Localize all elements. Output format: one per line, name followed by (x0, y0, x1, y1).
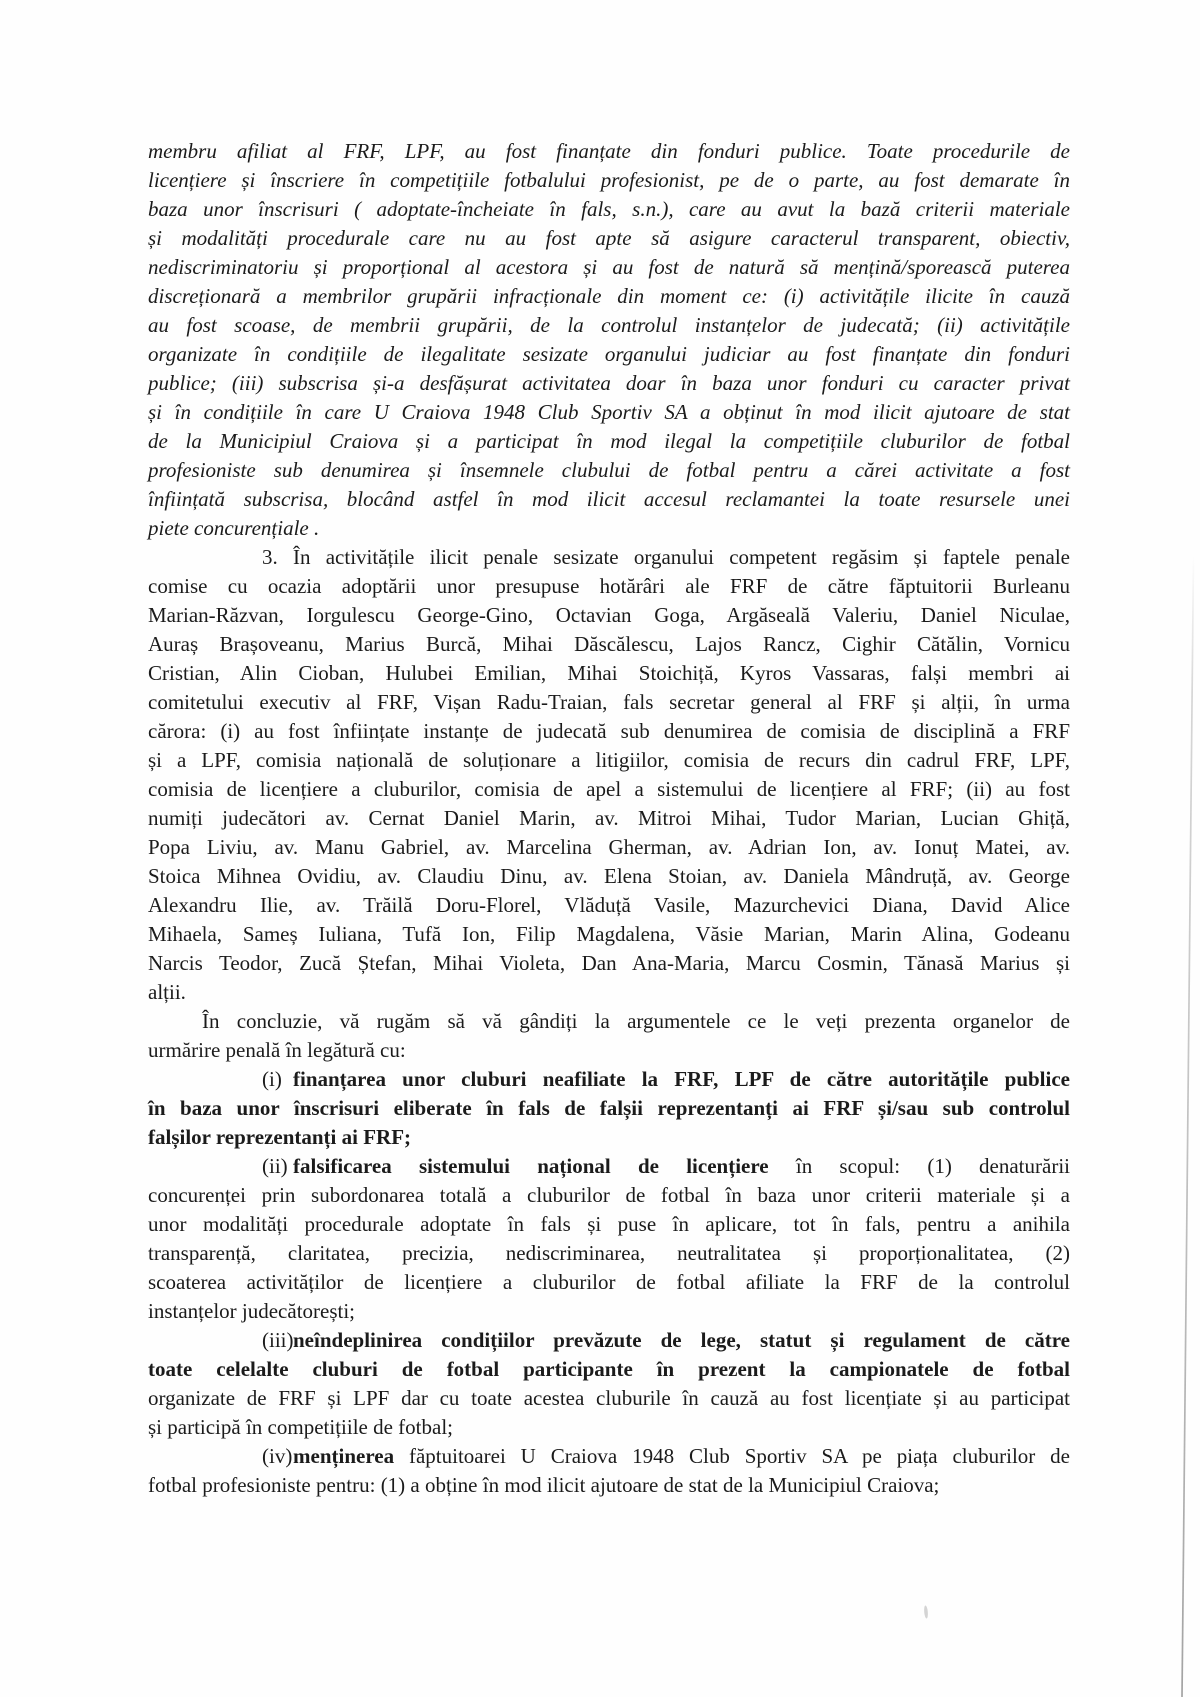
text-line (148, 1065, 1070, 1094)
text-segment: În concluzie, vă rugăm să vă gândiți la argumentele ce le veți prezenta organelor de (202, 1009, 1070, 1033)
text-line (148, 717, 1070, 746)
text-segment: concurenței prin subordonarea totală a cluburilor de fotbal în baza unor criterii materiale și a (148, 1183, 1070, 1207)
list-marker: (ii) (262, 1154, 288, 1178)
text-segment: Mihaela, Sameș Iuliana, Tufă Ion, Filip Magdalena, Văsie Marian, Marin Alina, Godeanu (148, 922, 1070, 946)
text-segment: în scopul: (1) denaturării (768, 1154, 1070, 1178)
text-line (148, 978, 1070, 1007)
list-marker: (i) (262, 1067, 282, 1091)
text-line (148, 1355, 1070, 1384)
text-line (148, 1181, 1070, 1210)
text-line (148, 1413, 1070, 1442)
text-line (148, 1471, 1070, 1500)
text-segment: comisia de licențiere a cluburilor, comisia de apel a sistemului de licențiere al FRF; (ii) au fost (148, 777, 1070, 801)
text-segment: făptuitoarei U Craiova 1948 Club Sportiv SA pe piața cluburilor de (394, 1444, 1070, 1468)
text-line (148, 862, 1070, 891)
paragraph-item-iv (148, 1442, 1070, 1500)
text-line (148, 572, 1070, 601)
text-segment: instanțelor judecătorești; (148, 1299, 356, 1323)
text-line (148, 891, 1070, 920)
text-line (148, 1123, 1070, 1152)
text-segment: alții. (148, 980, 186, 1004)
paragraph-item-ii (148, 1152, 1070, 1326)
text-segment: menținerea (293, 1444, 395, 1468)
text-line (148, 775, 1070, 804)
text-segment: falșilor reprezentanți ai FRF; (148, 1125, 412, 1149)
text-line (148, 456, 1070, 485)
text-segment: transparență, claritatea, precizia, nediscriminarea, neutralitatea și proporționalitatea, (2) (148, 1241, 1070, 1265)
text-line (148, 1152, 1070, 1181)
text-segment: înființată subscrisa, blocând astfel în mod ilicit accesul reclamantei la toate resursele unei (148, 487, 1070, 511)
text-line (148, 1210, 1070, 1239)
text-line (148, 601, 1070, 630)
text-segment: comise cu ocazia adoptării unor presupuse hotărâri ale FRF de către făptuitorii Burleanu (148, 574, 1070, 598)
text-line (148, 1094, 1070, 1123)
text-segment: baza unor înscrisuri ( adoptate-încheiate în fals, s.n.), care au avut la bază criterii materiale (148, 197, 1070, 221)
text-segment: publice; (iii) subscrisa și-a desfășurat activitatea doar în baza unor fonduri cu caracter privat (148, 371, 1070, 395)
text-line (148, 1297, 1070, 1326)
text-segment: licențiere și înscriere în competițiile fotbalului profesionist, pe de o parte, au fost demarate în (148, 168, 1070, 192)
text-segment: scoaterea activităților de licențiere a cluburilor de fotbal afiliate la FRF de la controlul (148, 1270, 1070, 1294)
text-segment: Stoica Mihnea Ovidiu, av. Claudiu Dinu, av. Elena Stoian, av. Daniela Mândruță, av. George (148, 864, 1070, 888)
text-line (148, 282, 1070, 311)
text-segment: și în condițiile în care U Craiova 1948 Club Sportiv SA a obținut în mod ilicit ajutoare de stat (148, 400, 1070, 424)
text-segment: comitetului executiv al FRF, Vișan Radu-Traian, fals secretar general al FRF și alții, în urma (148, 690, 1070, 714)
text-segment: unor modalități procedurale adoptate în fals și puse în aplicare, tot în fals, pentru a anihila (148, 1212, 1070, 1236)
text-line (148, 543, 1070, 572)
list-marker: (iii) (262, 1328, 294, 1352)
page-edge-scan-line (1182, 555, 1194, 1697)
text-segment: În activitățile ilicit penale sesizate organului competent regăsim și faptele penale (293, 545, 1070, 569)
paragraph-item-iii (148, 1326, 1070, 1442)
text-segment: fotbal profesioniste pentru: (1) a obține în mod ilicit ajutoare de stat de la Municipiul Craiova; (148, 1473, 940, 1497)
text-line (148, 369, 1070, 398)
text-segment: discreționară a membrilor grupării infracționale din moment ce: (i) activitățile ilicite în cauză (148, 284, 1070, 308)
text-line (148, 137, 1070, 166)
text-segment: neîndeplinirea condițiilor prevăzute de lege, statut și regulament de către (293, 1328, 1070, 1352)
text-line (148, 1268, 1070, 1297)
text-line (148, 485, 1070, 514)
text-segment: Cristian, Alin Cioban, Hulubei Emilian, Mihai Stoichiță, Kyros Vassaras, falși membri ai (148, 661, 1070, 685)
text-line (148, 224, 1070, 253)
scan-smudge (924, 1605, 929, 1618)
text-line (148, 340, 1070, 369)
text-segment: organizate de FRF și LPF dar cu toate acestea cluburile în cauză au fost licențiate și au participat (148, 1386, 1070, 1410)
text-segment: organizate în condițiile de ilegalitate sesizate organului judiciar au fost finanțate din fonduri (148, 342, 1070, 366)
text-segment: și participă în competițiile de fotbal; (148, 1415, 453, 1439)
text-segment: în baza unor înscrisuri eliberate în fals de falșii reprezentanți ai FRF și/sau sub controlul (148, 1096, 1070, 1120)
text-line (148, 1326, 1070, 1355)
paragraph-quoted-passage (148, 137, 1070, 543)
text-segment: au fost scoase, de membrii grupării, de la controlul instanțelor de judecată; (ii) activitățile (148, 313, 1070, 337)
text-line (148, 195, 1070, 224)
text-line (148, 253, 1070, 282)
text-line (148, 630, 1070, 659)
text-segment: Popa Liviu, av. Manu Gabriel, av. Marcelina Gherman, av. Adrian Ion, av. Ionuț Matei, av. (148, 835, 1070, 859)
text-line (148, 804, 1070, 833)
text-line (148, 920, 1070, 949)
list-marker: 3. (262, 545, 278, 569)
text-segment: finanțarea unor cluburi neafiliate la FRF, LPF de către autoritățile publice (293, 1067, 1070, 1091)
text-segment: profesioniste sub denumirea și însemnele clubului de fotbal pentru a cărei activitate a fost (148, 458, 1070, 482)
text-line (148, 311, 1070, 340)
text-line (148, 166, 1070, 195)
text-segment: piete concurențiale . (148, 516, 320, 540)
paragraph-item-i (148, 1065, 1070, 1152)
text-segment: urmărire penală în legătură cu: (148, 1038, 406, 1062)
text-segment: Auraș Brașoveanu, Marius Burcă, Mihai Dăscălescu, Lajos Rancz, Cighir Cătălin, Vornicu (148, 632, 1070, 656)
text-line (148, 427, 1070, 456)
text-segment: Alexandru Ilie, av. Trăilă Doru-Florel, Vlăduță Vasile, Mazurchevici Diana, David Alice (148, 893, 1070, 917)
text-line (148, 1036, 1070, 1065)
text-segment: cărora: (i) au fost înființate instanțe de judecată sub denumirea de comisia de disciplină a FRF (148, 719, 1070, 743)
text-line (148, 1442, 1070, 1471)
text-line (148, 398, 1070, 427)
text-segment: falsificarea sistemului național de licențiere (293, 1154, 769, 1178)
text-segment: membru afiliat al FRF, LPF, au fost finanțate din fonduri publice. Toate procedurile de (148, 139, 1070, 163)
text-segment: Narcis Teodor, Zucă Ștefan, Mihai Violeta, Dan Ana-Maria, Marcu Cosmin, Tănasă Marius și (148, 951, 1070, 975)
text-line (148, 1239, 1070, 1268)
text-line (148, 659, 1070, 688)
text-line (148, 833, 1070, 862)
text-segment: Marian-Răzvan, Iorgulescu George-Gino, Octavian Goga, Argăseală Valeriu, Daniel Niculae, (148, 603, 1070, 627)
text-line (148, 1384, 1070, 1413)
text-segment: și a LPF, comisia națională de soluționare a litigiilor, comisia de recurs din cadrul FRF, LPF, (148, 748, 1070, 772)
text-line (148, 688, 1070, 717)
text-segment: toate celelalte cluburi de fotbal participante în prezent la campionatele de fotbal (148, 1357, 1070, 1381)
text-line (148, 746, 1070, 775)
text-segment: și modalități procedurale care nu au fost apte să asigure caracterul transparent, obiectiv, (148, 226, 1070, 250)
text-segment: de la Municipiul Craiova și a participat în mod ilegal la competițiile cluburilor de fotbal (148, 429, 1070, 453)
text-block (148, 137, 1070, 1500)
text-line (148, 514, 1070, 543)
text-line (148, 1007, 1070, 1036)
text-segment: numiți judecători av. Cernat Daniel Marin, av. Mitroi Mihai, Tudor Marian, Lucian Ghiță, (148, 806, 1070, 830)
text-line (148, 949, 1070, 978)
paragraph-point-3 (148, 543, 1070, 1007)
paragraph-conclusion (148, 1007, 1070, 1065)
text-segment: nediscriminatoriu și proporțional al acestora și au fost de natură să mențină/sporească puterea (148, 255, 1070, 279)
list-marker: (iv) (262, 1444, 293, 1468)
